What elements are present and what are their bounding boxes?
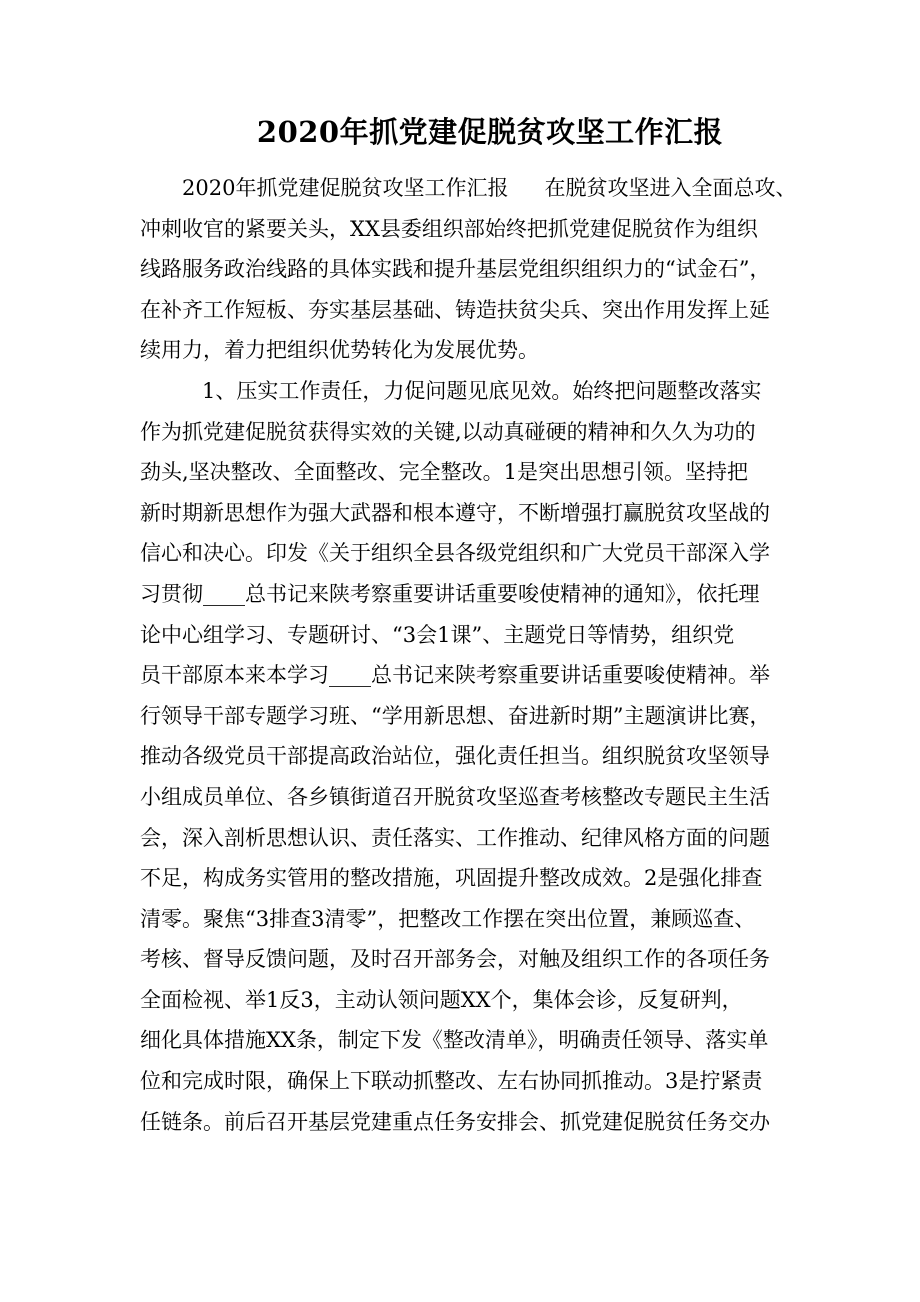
paragraph-line: 清零。聚焦“3排查3清零”，把整改工作摆在突出位置，兼顾巡查、 [140, 906, 756, 931]
paragraph-line: 劲头,坚决整改、全面整改、完全整改。1是突出思想引领。坚持把 [140, 460, 749, 485]
paragraph-line: 员干部原本来本学习____总书记来陕考察重要讲话重要唆使精神。举 [140, 663, 770, 688]
paragraph-line: 会，深入剖析思想认识、责任落实、工作推动、纪律风格方面的问题 [140, 825, 770, 850]
paragraph-text: 在脱贫攻坚进入全面总攻、 [544, 176, 797, 200]
paragraph-line: 任链条。前后召开基层党建重点任务安排会、抓党建促脱贫任务交办 [140, 1109, 770, 1134]
paragraph-line: 习贯彻____总书记来陕考察重要讲话重要唆使精神的通知》，依托理 [140, 581, 760, 606]
paragraph-line: 冲刺收官的紧要关头，XX县委组织部始终把抓党建促脱贫作为组织 [140, 216, 758, 241]
paragraph-line: 新时期新思想作为强大武器和根本遵守，不断增强打赢脱贫攻坚战的 [140, 500, 770, 525]
paragraph-line: 1、压实工作责任，力促问题见底见效。始终把问题整改落实 [202, 378, 762, 403]
paragraph-line: 续用力，着力把组织优势转化为发展优势。 [140, 338, 539, 363]
paragraph-line: 信心和决心。印发《关于组织全县各级党组织和广大党员干部深入学 [140, 541, 770, 566]
paragraph-line: 小组成员单位、各乡镇街道召开脱贫攻坚巡查考核整改专题民主生活 [140, 784, 770, 809]
paragraph-line: 线路服务政治线路的具体实践和提升基层党组织组织力的“试金石”， [140, 257, 771, 282]
paragraph-line: 细化具体措施XX条，制定下发《整改清单》，明确责任领导、落实单 [140, 1028, 769, 1053]
paragraph-line: 论中心组学习、专题研讨、“3会1课”、主题党日等情势，组织党 [140, 622, 735, 647]
paragraph-line: 考核、督导反馈问题，及时召开部务会，对触及组织工作的各项任务 [140, 947, 770, 972]
paragraph-lead: 2020年抓党建促脱贫攻坚工作汇报 [182, 176, 509, 200]
paragraph-line: 推动各级党员干部提高政治站位，强化责任担当。组织脱贫攻坚领导 [140, 744, 770, 769]
paragraph-line: 行领导干部专题学习班、“学用新思想、奋进新时期”主题演讲比赛， [140, 703, 771, 728]
paragraph-line: 全面检视、举1反3，主动认领问题XX个，集体会诊，反复研判， [140, 987, 743, 1012]
paragraph-line: 作为抓党建促脱贫获得实效的关键,以动真碰硬的精神和久久为功的 [140, 419, 756, 444]
paragraph-line: 不足，构成务实管用的整改措施，巩固提升整改成效。2是强化排查 [140, 866, 763, 891]
document-body [140, 168, 800, 1142]
paragraph-line [140, 168, 800, 209]
paragraph-line: 位和完成时限，确保上下联动抓整改、左右协同抓推动。3是拧紧责 [140, 1069, 763, 1094]
paragraph-line: 在补齐工作短板、夯实基层基础、铸造扶贫尖兵、突出作用发挥上延 [140, 297, 770, 322]
document-title: 2020年抓党建促脱贫攻坚工作汇报 [256, 115, 724, 149]
